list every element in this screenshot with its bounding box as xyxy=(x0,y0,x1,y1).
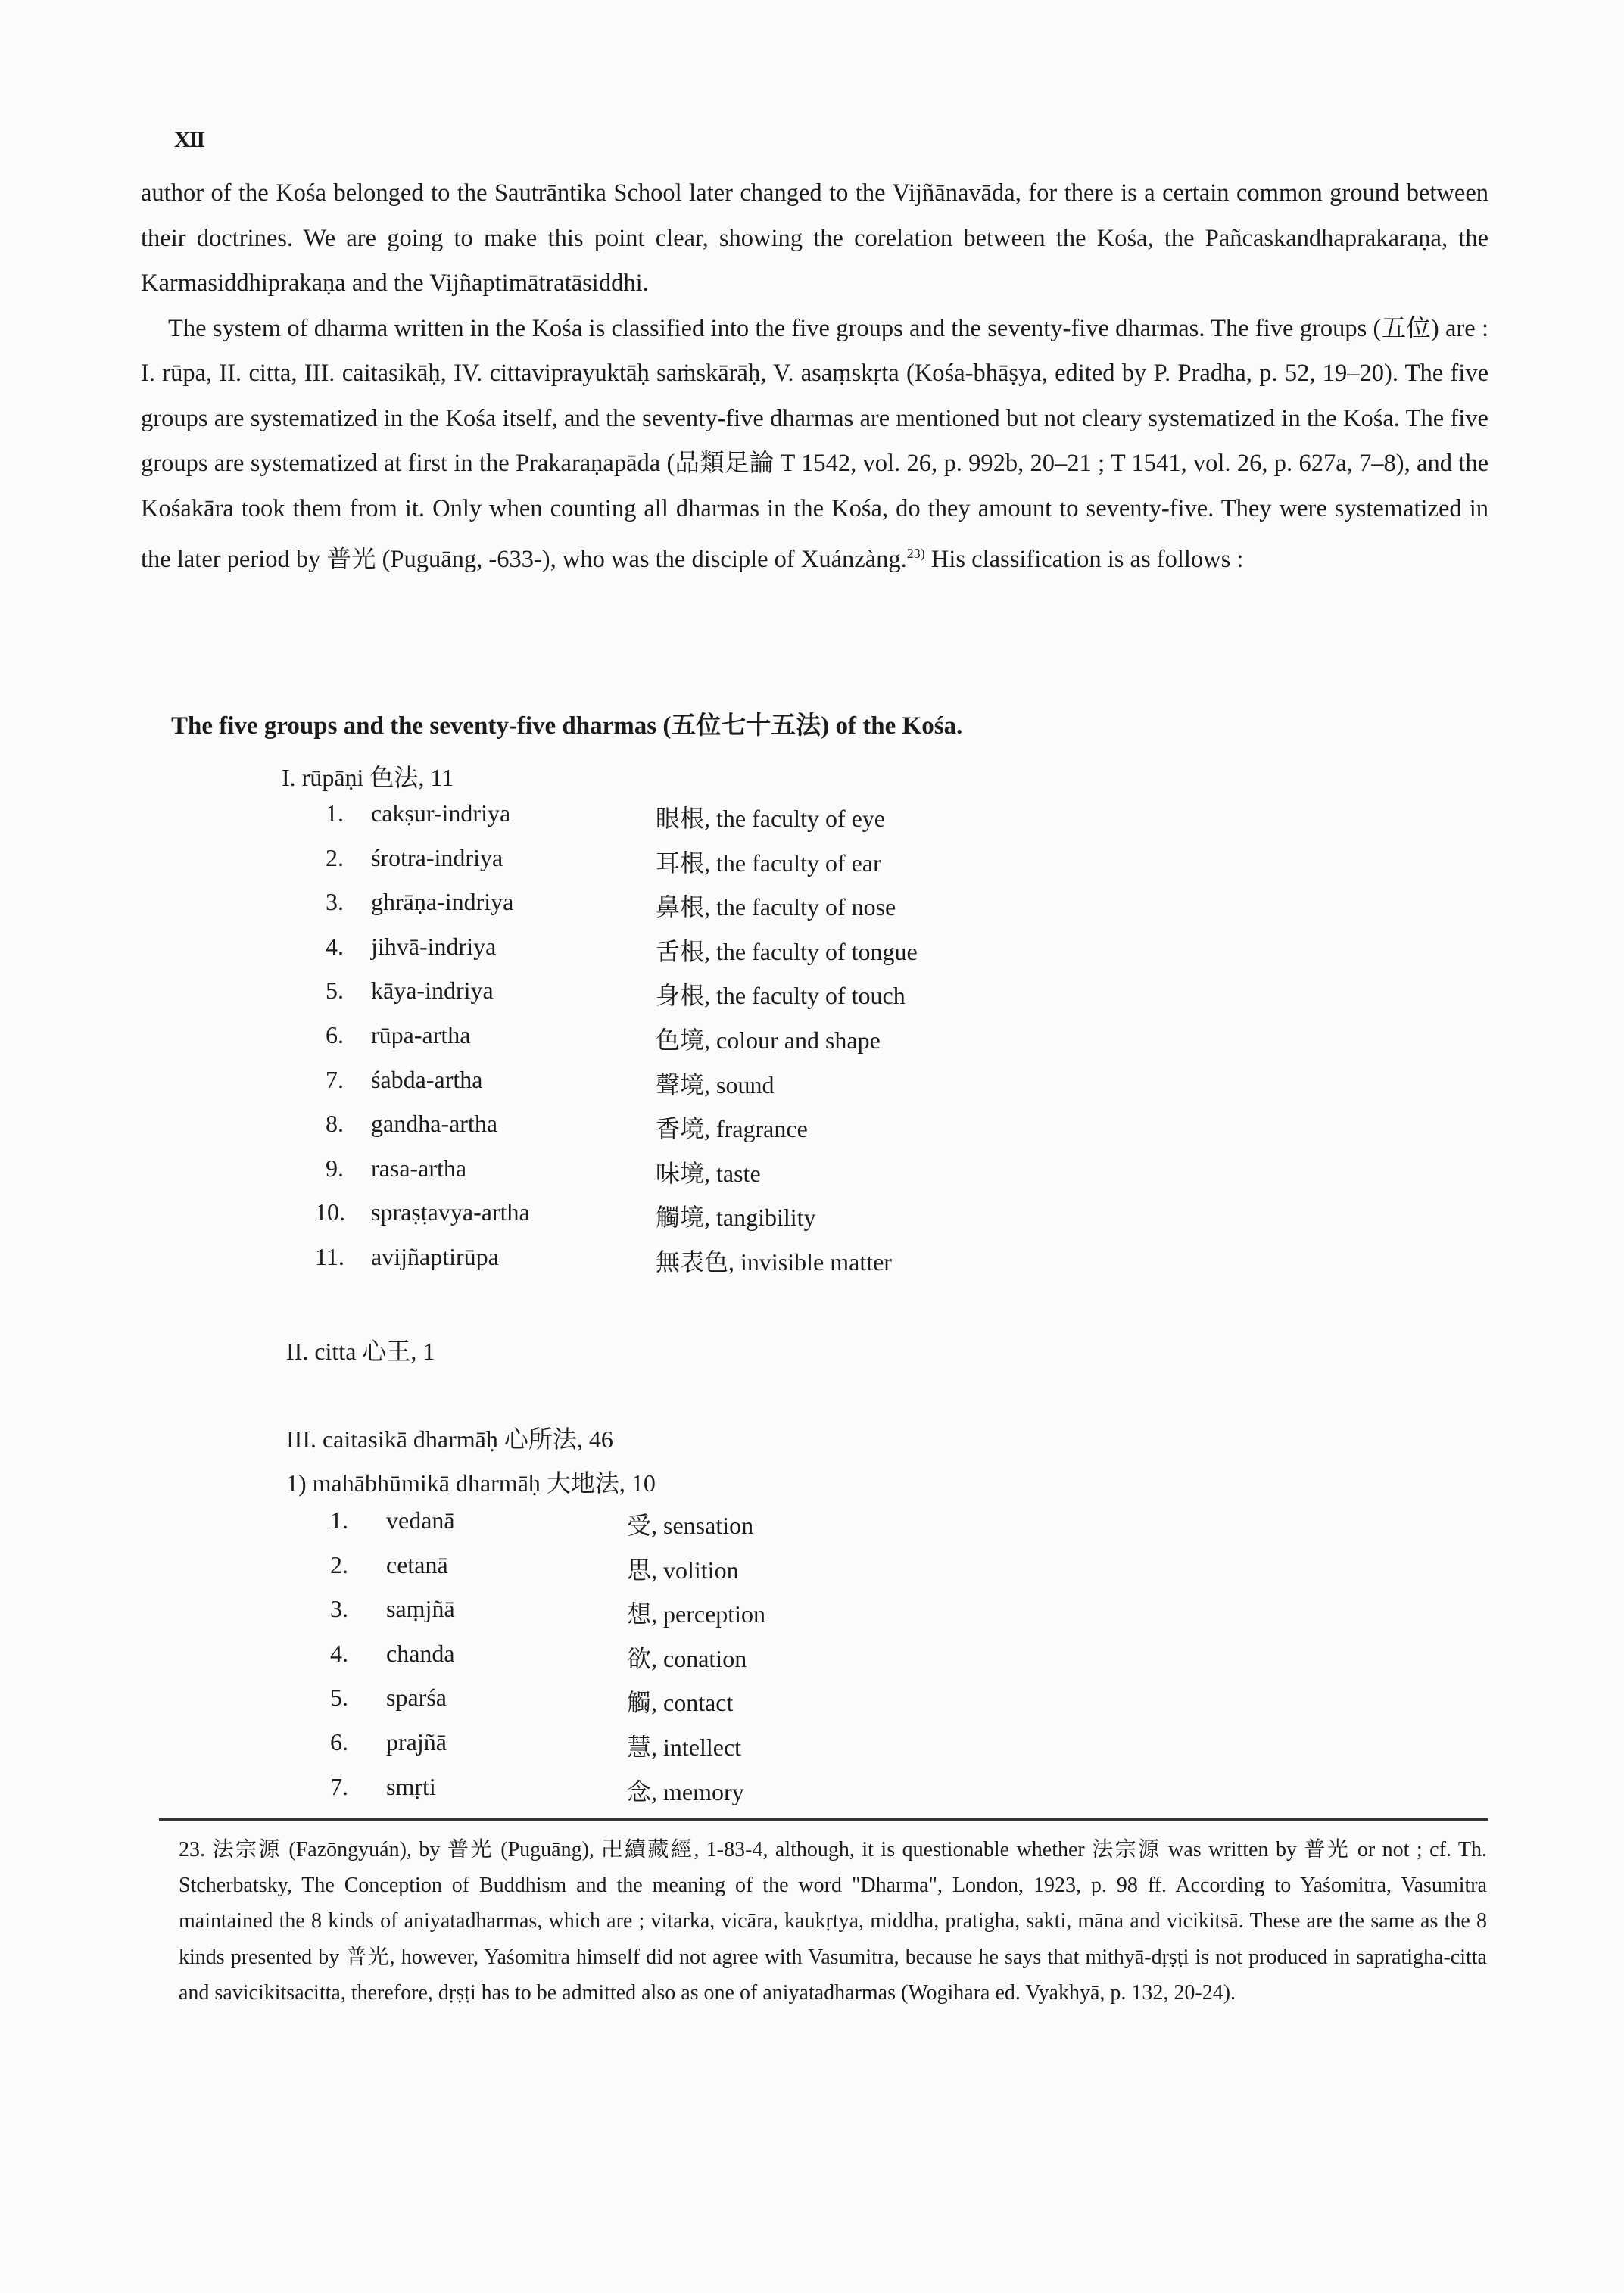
item-number: 2. xyxy=(330,1550,348,1578)
list-item xyxy=(303,1021,1211,1066)
list-item xyxy=(303,1595,1211,1640)
item-gloss: 想, perception xyxy=(627,1600,766,1628)
list-item xyxy=(303,1066,1211,1111)
list-item xyxy=(303,1154,1211,1199)
paragraph-2 xyxy=(141,307,1488,583)
section-heading: The five groups and the seventy-five dharmas (五位七十五法) of the Kośa. xyxy=(171,712,963,740)
item-number: 4. xyxy=(330,1639,348,1667)
item-gloss: 聲境, sound xyxy=(656,1070,775,1098)
item-sanskrit: vedanā xyxy=(386,1506,455,1534)
item-number: 6. xyxy=(326,1020,344,1048)
list-item xyxy=(303,1728,1211,1773)
item-gloss: 身根, the faculty of touch xyxy=(656,982,906,1010)
item-gloss: 舌根, the faculty of tongue xyxy=(656,937,918,965)
footnote: 23. 法宗源 (Fazōngyuán), by 普光 (Puguāng), 卍續藏經, 1-83-4, although, it is questionable whether 法宗源 was written by 普光 or not ; cf. Th. Stcherbatsky, The Conception of Buddhism and the meaning of the word "Dharma", London, 1923, p. 98 ff. According to Yaśomitra, Vasumitra maintained the 8 kinds of aniyatadharmas, which are ; vitarka, vicāra, kaukṛtya, middha, pratigha, sakti, māna and vicikitsā. These are the same as the 8 kinds presented by 普光, however, Yaśomitra himself did not agree with Vasumitra, because he says that mithyā-dṛṣṭi is not produced in sapratigha-citta and savicikitsacitta, therefore, dṛṣṭi has to be admitted also as one of aniyatadharmas (Wogihara ed. Vyakhyā, p. 132, 20-24). xyxy=(179,1838,1487,2005)
item-sanskrit: gandha-artha xyxy=(371,1110,498,1138)
group-3-list xyxy=(303,1506,1211,1817)
list-item xyxy=(303,888,1211,933)
group-2-title: II. citta 心王, 1 xyxy=(286,1338,435,1365)
item-number: 9. xyxy=(326,1154,344,1182)
group-3-title: III. caitasikā dharmāḥ 心所法, 46 xyxy=(286,1425,613,1453)
group-3-subtitle: 1) mahābhūmikā dharmāḥ 大地法, 10 xyxy=(286,1469,656,1497)
list-item xyxy=(303,1640,1211,1684)
item-sanskrit: ghrāṇa-indriya xyxy=(371,888,514,916)
item-sanskrit: chanda xyxy=(386,1639,455,1667)
item-gloss: 觸, contact xyxy=(627,1689,734,1717)
item-sanskrit: rasa-artha xyxy=(371,1154,467,1182)
item-sanskrit: cakṣur-indriya xyxy=(371,799,511,827)
footnote-rule xyxy=(159,1818,1488,1821)
footnote-ref: 23) xyxy=(906,546,925,561)
item-number: 10. xyxy=(315,1198,345,1226)
item-number: 3. xyxy=(326,888,344,916)
item-sanskrit: prajñā xyxy=(386,1728,447,1756)
item-sanskrit: kāya-indriya xyxy=(371,977,494,1005)
item-number: 5. xyxy=(326,977,344,1005)
item-number: 5. xyxy=(330,1684,348,1712)
list-item xyxy=(303,977,1211,1021)
item-gloss: 觸境, tangibility xyxy=(656,1204,816,1232)
item-sanskrit: spraṣṭavya-artha xyxy=(371,1198,530,1226)
group-1-title: I. rūpāṇi 色法, 11 xyxy=(282,764,454,791)
paragraph-1: author of the Kośa belonged to the Sautrāntika School later changed to the Vijñānavāda, for there is a certain common ground between their doctrines. We are going to make this point clear, showing the corelation between the Kośa, the Pañcaskandhaprakaraṇa, the Karmasiddhiprakaṇa and the Vijñaptimātratāsiddhi. xyxy=(141,179,1488,297)
item-gloss: 無表色, invisible matter xyxy=(656,1248,892,1276)
item-gloss: 味境, taste xyxy=(656,1159,761,1187)
item-gloss: 耳根, the faculty of ear xyxy=(656,849,881,877)
item-number: 11. xyxy=(315,1242,344,1270)
list-item xyxy=(303,1551,1211,1596)
item-number: 1. xyxy=(330,1506,348,1534)
list-item xyxy=(303,799,1211,844)
list-item xyxy=(303,1684,1211,1728)
item-sanskrit: jihvā-indriya xyxy=(371,932,497,960)
item-gloss: 鼻根, the faculty of nose xyxy=(656,893,896,921)
group-1-list xyxy=(303,799,1211,1288)
item-gloss: 受, sensation xyxy=(627,1512,754,1539)
item-sanskrit: saṃjñā xyxy=(386,1595,455,1623)
list-item xyxy=(303,1110,1211,1154)
item-gloss: 念, memory xyxy=(627,1777,744,1805)
paragraph-2-tail: His classification is as follows : xyxy=(930,545,1244,573)
item-sanskrit: sparśa xyxy=(386,1684,447,1712)
item-gloss: 香境, fragrance xyxy=(656,1115,808,1143)
item-number: 4. xyxy=(326,932,344,960)
item-sanskrit: avijñaptirūpa xyxy=(371,1242,499,1270)
item-gloss: 慧, intellect xyxy=(627,1733,742,1761)
item-sanskrit: śabda-artha xyxy=(371,1065,483,1093)
item-number: 7. xyxy=(330,1772,348,1800)
item-number: 8. xyxy=(326,1110,344,1138)
paragraph-2-text: The system of dharma written in the Kośa is classified into the five groups and the seventy-five dharmas. The five groups (五位) are : I. rūpa, II. citta, III. caitasikāḥ, IV. cittaviprayuktāḥ saṁskārāḥ, V. asaṃskṛta (Kośa-bhāṣya, edited by P. Pradha, p. 52, 19–20). The five groups are systematized in the Kośa itself, and the seventy-five dharmas are mentioned but not cleary systematized in the Kośa. The five groups are systematized at first in the Prakaraṇapāda (品類足論 T 1542, vol. 26, p. 992b, 20–21 ; T 1541, vol. 26, p. 627a, 7–8), and the Kośakāra took them from it. Only when counting all dharmas in the Kośa, do they amount to seventy-five. They were systematized in the later period by 普光 (Puguāng, -633-), who was the disciple of Xuánzàng. xyxy=(141,314,1488,573)
item-gloss: 眼根, the faculty of eye xyxy=(656,805,886,832)
item-number: 2. xyxy=(326,843,344,871)
item-sanskrit: smṛti xyxy=(386,1772,436,1800)
list-item xyxy=(303,1506,1211,1551)
list-item xyxy=(303,844,1211,889)
item-number: 7. xyxy=(326,1065,344,1093)
list-item xyxy=(303,1198,1211,1243)
list-item xyxy=(303,933,1211,977)
item-number: 3. xyxy=(330,1595,348,1623)
item-gloss: 欲, conation xyxy=(627,1644,747,1672)
item-sanskrit: śrotra-indriya xyxy=(371,843,503,871)
list-item xyxy=(303,1773,1211,1818)
item-number: 1. xyxy=(326,799,344,827)
item-gloss: 思, volition xyxy=(627,1556,739,1584)
item-number: 6. xyxy=(330,1728,348,1756)
item-sanskrit: rūpa-artha xyxy=(371,1020,471,1048)
item-sanskrit: cetanā xyxy=(386,1550,448,1578)
list-item xyxy=(303,1243,1211,1288)
item-gloss: 色境, colour and shape xyxy=(656,1026,881,1054)
page-number: XII xyxy=(174,127,204,152)
body-text xyxy=(141,171,1488,582)
